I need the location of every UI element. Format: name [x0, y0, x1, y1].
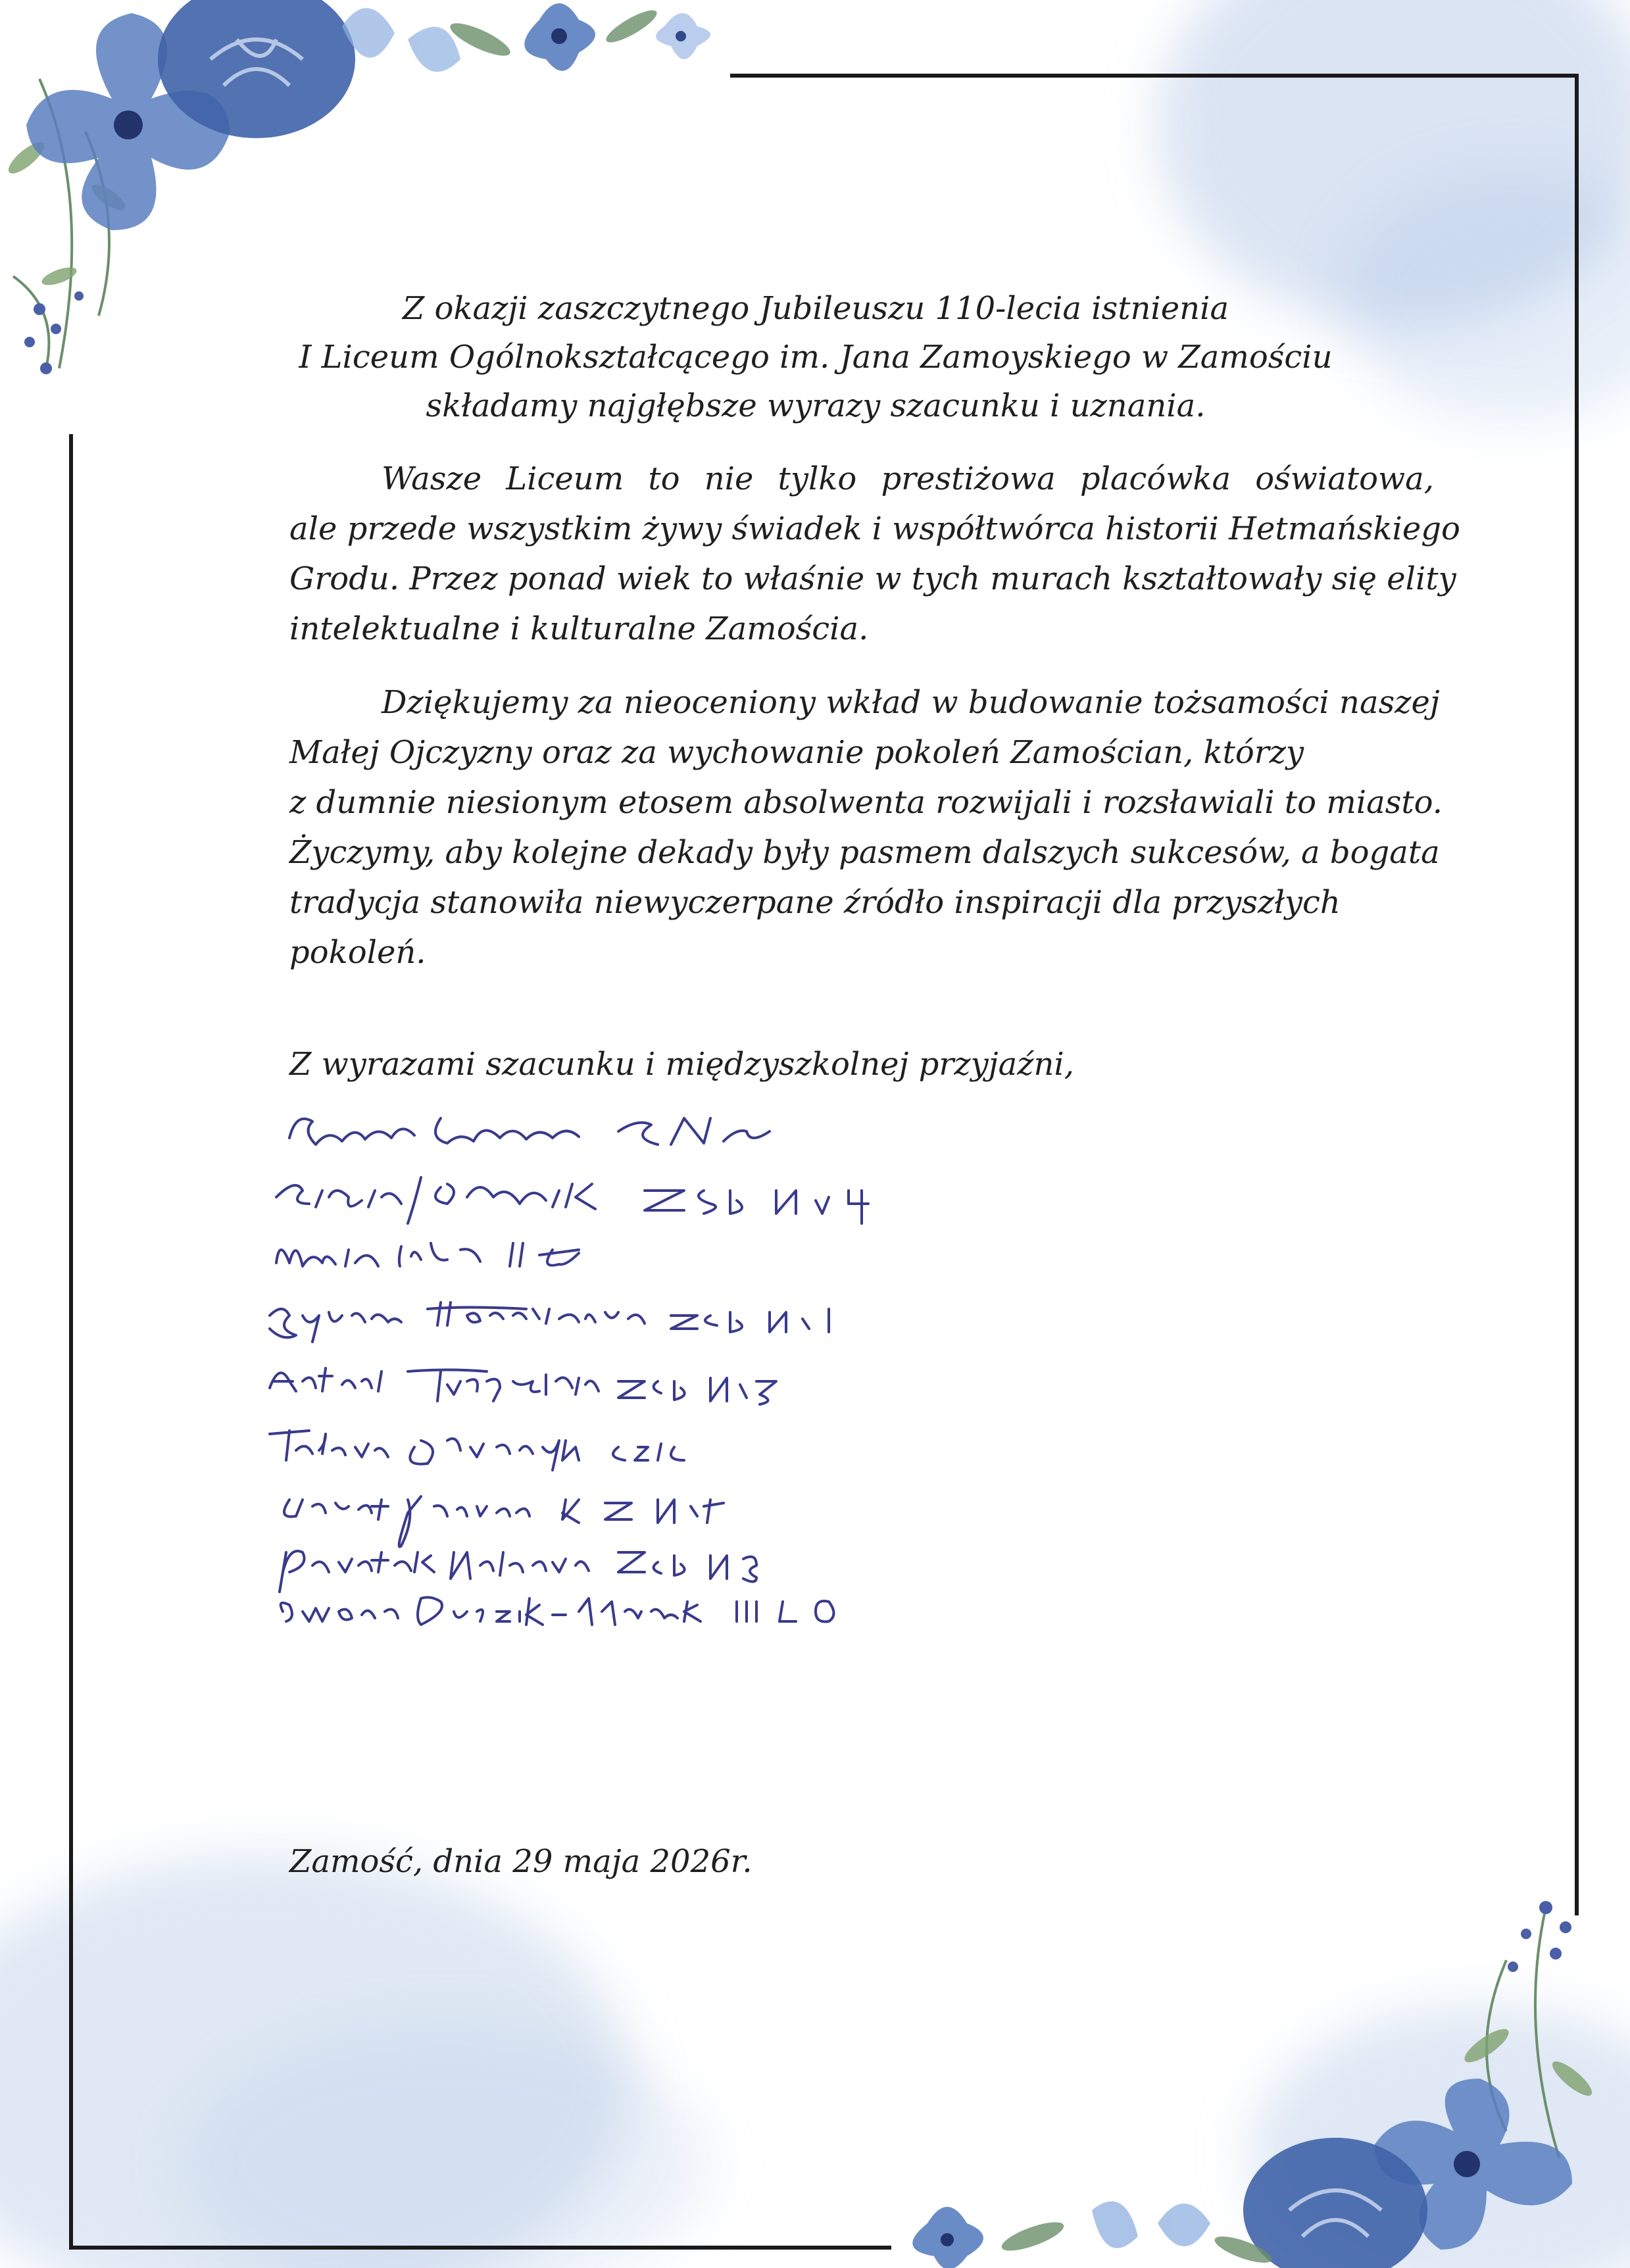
paragraph-line: Życzymy, aby kolejne dekady były pasmem dalszych sukcesów, a bogata [289, 834, 1440, 871]
blue-flower-cluster-icon [875, 1881, 1630, 2268]
berry-sprig-icon [24, 291, 84, 374]
paragraph-tribute [289, 454, 1460, 654]
heading-line: Z okazji zaszczytnego Jubileuszu 110-lecia istnienia [402, 290, 1229, 327]
signature-6 [270, 1431, 684, 1470]
signature-3 [276, 1243, 579, 1266]
paragraph-line: Małej Ojczyzny oraz za wychowanie pokoleń Zamościan, którzy [289, 734, 1304, 771]
paragraph-line: z dumnie niesionym etosem absolwenta rozwijali i rozsławiali to miasto. [289, 784, 1443, 821]
signature-1 [289, 1118, 770, 1145]
heading-line: I Liceum Ogólnokształcącego im. Jana Zamoyskiego w Zamościu [299, 339, 1333, 376]
signature-4 [270, 1302, 829, 1342]
signature-9 [281, 1597, 834, 1625]
signature-2 [276, 1177, 868, 1223]
letter-heading [217, 284, 1414, 430]
paragraph-line: Wasze Liceum to nie tylko prestiżowa placówka oświatowa, [382, 460, 1434, 497]
paragraph-line: tradycja stanowiła niewyczerpane źródło inspiracji dla przyszłych [289, 884, 1341, 921]
letter-date: Zamość, dnia 29 maja 2026r. [289, 1843, 753, 1880]
frame-top-line [730, 74, 1579, 78]
paragraph-line: pokoleń. [289, 934, 426, 971]
paragraph-line: Grodu. Przez ponad wiek to właśnie w tych murach kształtowały się elity [289, 560, 1456, 597]
paragraph-thanks [289, 678, 1443, 977]
heading-line: składamy najgłębsze wyrazy szacunku i uznania. [426, 387, 1206, 424]
handwritten-signatures [250, 1092, 987, 1631]
paragraph-line: Dziękujemy za nieoceniony wkład w budowanie tożsamości naszej [382, 684, 1440, 721]
paragraph-line: intelektualne i kulturalne Zamościa. [289, 610, 869, 647]
signature-5 [270, 1368, 776, 1404]
frame-left-line [69, 434, 73, 2250]
signature-8 [280, 1551, 756, 1592]
frame-bottom-line [69, 2246, 891, 2250]
frame-right-line [1575, 74, 1579, 1915]
paragraph-line: ale przede wszystkim żywy świadek i współtwórca historii Hetmańskiego [289, 510, 1460, 547]
signature-7 [284, 1496, 724, 1546]
closing-salutation: Z wyrazami szacunku i międzyszkolnej przyjaźni, [289, 1046, 1075, 1083]
